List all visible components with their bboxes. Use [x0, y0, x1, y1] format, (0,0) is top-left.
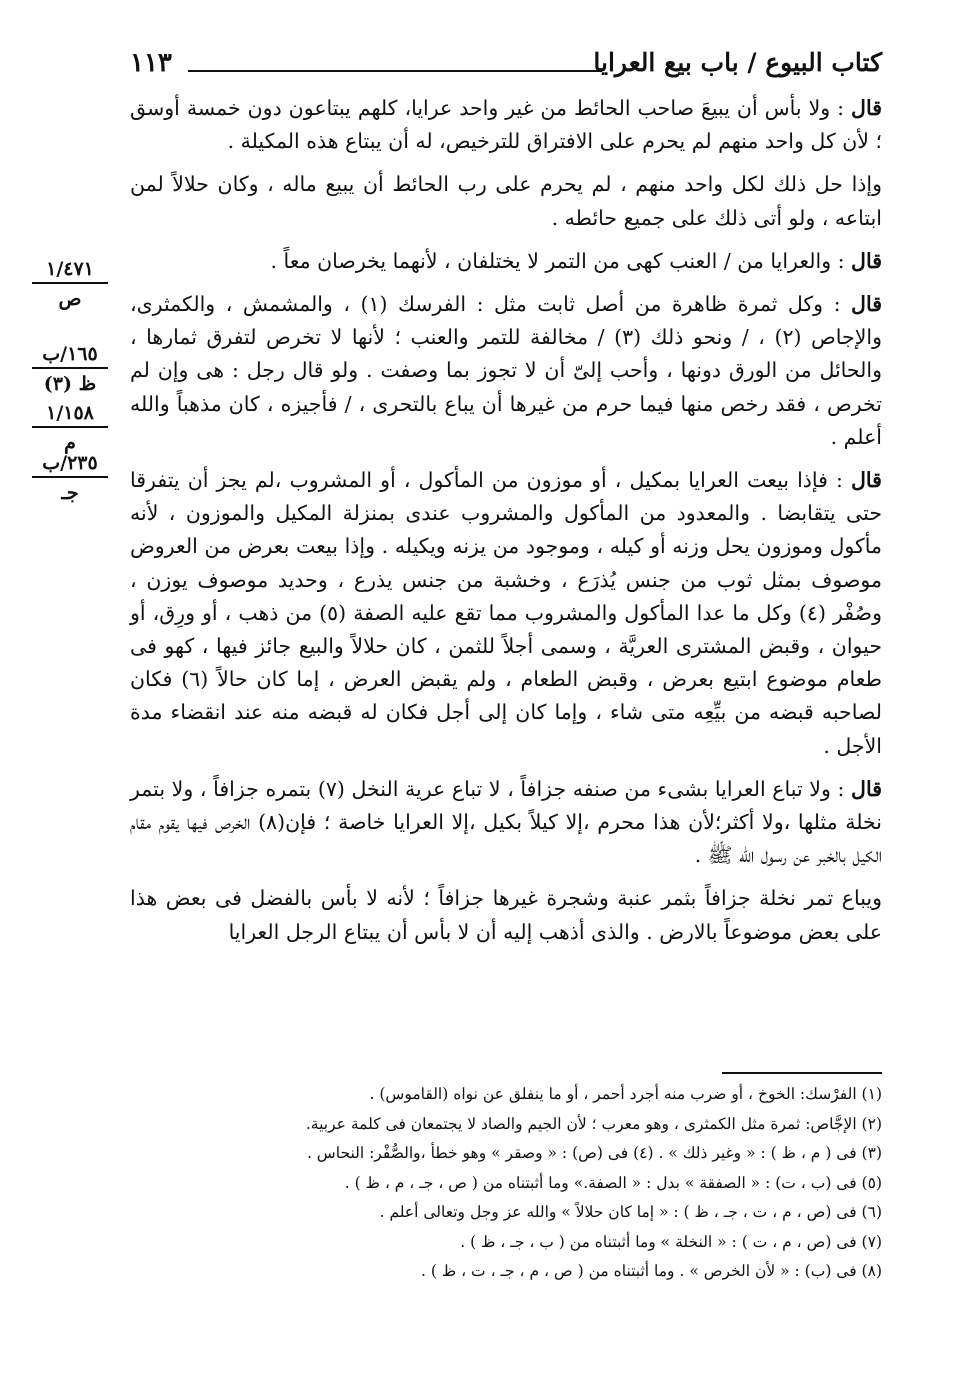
paragraph-text: ويباع تمر نخلة جزافاً بثمر عنبة وشجرة غيرها جزافاً ؛ لأنه لا بأس بالفضل فى بعض هذا على بعض موضوعاً بالارض . والذى أذهب إليه أن لا بأس أن يبتاع الرجل العرايا	[130, 886, 882, 944]
margin-ref: ١٦٥/ب	[42, 343, 98, 365]
margin-note	[26, 343, 114, 395]
margin-ref: ١/١٥٨	[46, 402, 94, 424]
margin-note	[26, 402, 114, 454]
footnote: (٦) فى (ص ، م ، ت ، جـ ، ظ ) : « إما كان حلالاً » والله عز وجل وتعالى أعلم .	[379, 1203, 882, 1221]
paragraph	[130, 92, 882, 158]
paragraph	[130, 288, 882, 454]
margin-sigil: جـ	[61, 482, 79, 504]
paragraph	[130, 773, 882, 873]
footnote: (٨) فى (ب) : « لأن الخرص » . وما أثبتناه من ( ص ، م ، جـ ، ت ، ظ ) .	[421, 1262, 882, 1280]
paragraph-lead: قال	[851, 248, 882, 273]
footnotes	[130, 1080, 882, 1287]
page-number: ١١٣	[130, 48, 172, 78]
margin-rule	[32, 367, 108, 369]
footnote: (١) الفرْسك: الخوخ ، أو ضرب منه أجرد أحمر ، أو ما ينفلق عن نواه (القاموس) .	[369, 1085, 882, 1103]
running-header	[130, 48, 882, 92]
paragraph	[130, 882, 882, 948]
paragraph-lead: قال	[851, 468, 882, 493]
margin-sigil: ظ (٣)	[43, 373, 97, 395]
footnote: (٣) فى ( م ، ظ ) : « وغير ذلك » . (٤) فى (ص) : « وصقر » وهو خطأ ،والصُّفْر: النحاس .	[306, 1144, 882, 1162]
footnote: (٥) فى (ب ، ت) : « الصفقة » بدل : « الصفة.» وما أثبتناه من ( ص ، جـ ، م ، ظ ) .	[344, 1173, 882, 1192]
header-rule	[188, 70, 602, 72]
paragraph-text: : وكل ثمرة ظاهرة من أصل ثابت مثل : الفرسك (١) ، والمشمش ، والكمثرى، والإجاص (٢) ، / ونحو ذلك (٣) / مخالفة للتمر والعنب ؛ لأنها لا تخرص لتفرق ثمارها ، والحائل من الورق دونها ، وأحب إلىّ أن لا تجوز بما وصفت . ولو قال رجل : هى وإن لم تخرص ، فقد رخص منها فيما حرم من غيرها أن يباع بالتحرى ، / فأجيزه ، كان مذهباً والله أعلم .	[130, 292, 882, 449]
margin-sigil: ص	[58, 288, 82, 310]
paragraph-text: : ولا تباع العرايا بشىء من صنفه جزافاً ، لا تباع عرية النخل (٧) بتمره جزافاً ، ولا بتمر نخلة مثلها ،ولا أكثر؛لأن هذا محرم ،إلا كيلاً بكيل ،إلا العرايا خاصة ؛ فإن(٨) الخرص فيها يقوم مقام الكيل بالخبر عن رسول الله ﷺ .	[130, 776, 882, 868]
footnote: (٢) الإجَّاص: ثمرة مثل الكمثرى ، وهو معرب ؛ لأن الجيم والصاد لا يجتمعان فى كلمة عربية.	[305, 1114, 882, 1133]
main-text	[130, 92, 882, 959]
paragraph-text: : والعرايا من / العنب كهى من التمر لا يختلفان ، لأنهما يخرصان معاً .	[270, 248, 845, 273]
paragraph	[130, 245, 882, 278]
footnote: (٧) فى (ص ، م ، ت ) : « النخلة » وما أثبتناه من ( ب ، جـ ، ظ ) .	[460, 1232, 882, 1251]
paragraph-lead: قال	[851, 292, 882, 317]
paragraph-lead: قال	[851, 96, 882, 120]
footnote-rule	[722, 1072, 882, 1074]
paragraph	[130, 168, 882, 234]
margin-note	[26, 258, 114, 310]
margin-rule	[32, 476, 108, 478]
paragraph-text: : ولا بأس أن يبيعَ صاحب الحائط من غير واحد عرايا، كلهم يبتاعون دون خمسة أوسق ؛ لأن كل واحد منهم لم يحرم على الافتراق للترخيص، له أن يبتاع هذه المكيلة .	[130, 96, 882, 154]
margin-ref: ٢٣٥/ب	[42, 452, 98, 474]
paragraph-lead: قال	[851, 776, 882, 801]
margin-ref: ١/٤٧١	[46, 258, 94, 280]
margin-sigil: م	[64, 432, 76, 454]
chapter-title: كتاب البيوع / باب بيع العرايا	[593, 48, 882, 77]
margin-rule	[32, 426, 108, 428]
margin-note	[26, 452, 114, 504]
paragraph	[130, 464, 882, 763]
paragraph-text: : فإذا بيعت العرايا بمكيل ، أو موزون من المأكول ، أو المشروب ،لم يجز أن يتفرقا حتى يتقابضا . والمعدود من المأكول والمشروب عندى بمنزلة المكيل والموزون ، لأنه مأكول وموزون يحل وزنه أو كيله ، وموجود من يزنه ويكيله . وإذا بيعت بعرض من العروض موصوف بمثل ثوب من جنس يُذرَع ، وخشبة من جنس يذرع ، وحديد موصوف يوزن ، وصُفْر (٤) وكل ما عدا المأكول والمشروب مما تقع عليه الصفة (٥) من ذهب ، أو ورِق، أو حيوان ، وقبض المشترى العريَّة ، وسمى أجلاً للثمن ، كان حلالاً والبيع جائز فيها ، كهو فى طعام موضوع ابتيع بعرض ، وقبض الطعام ، ولم يقبض العرض ، إما كان حالاً (٦) فكان لصاحبه قبضه من بيِّعِه متى شاء ، وإما كان إلى أجل فكان له قبضه منه عند انقضاء مدة الأجل .	[130, 468, 883, 758]
paragraph-text: وإذا حل ذلك لكل واحد منهم ، لم يحرم على رب الحائط أن يبيع ماله ، وكان حلالاً لمن ابتاعه ، ولو أتى ذلك على جميع حائطه .	[130, 172, 882, 230]
margin-rule	[32, 282, 108, 284]
